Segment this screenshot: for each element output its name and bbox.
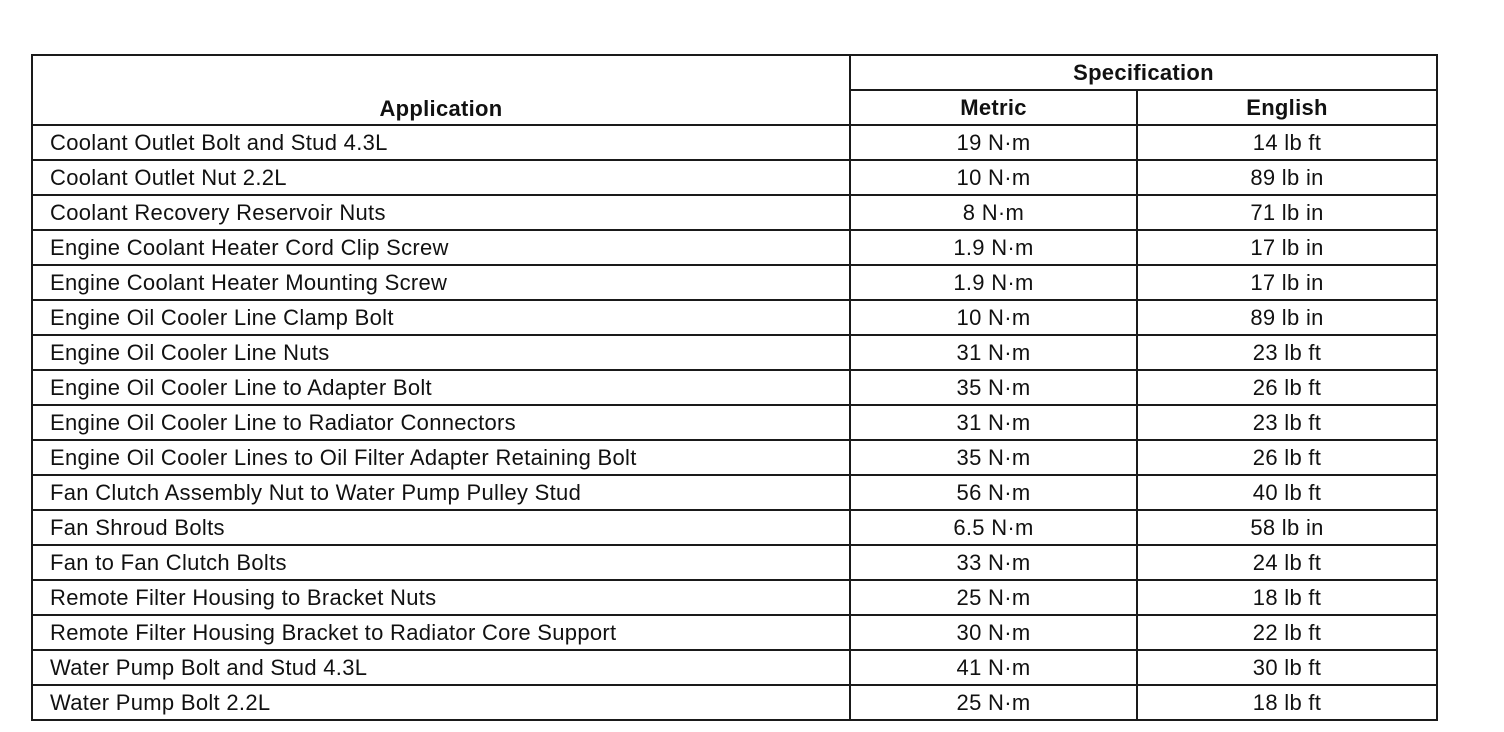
application-header: Application bbox=[32, 55, 850, 125]
metric-cell: 25 N·m bbox=[850, 580, 1137, 615]
table-row bbox=[32, 475, 1437, 510]
english-cell: 26 lb ft bbox=[1137, 370, 1437, 405]
table-header bbox=[32, 55, 1437, 125]
application-cell: Remote Filter Housing Bracket to Radiator Core Support bbox=[32, 615, 850, 650]
metric-cell: 19 N·m bbox=[850, 125, 1137, 160]
english-cell: 17 lb in bbox=[1137, 265, 1437, 300]
table-row bbox=[32, 545, 1437, 580]
english-cell: 14 lb ft bbox=[1137, 125, 1437, 160]
table-body bbox=[32, 125, 1437, 720]
header-row-top bbox=[32, 55, 1437, 90]
table-row bbox=[32, 580, 1437, 615]
metric-cell: 25 N·m bbox=[850, 685, 1137, 720]
application-cell: Fan Shroud Bolts bbox=[32, 510, 850, 545]
table-row bbox=[32, 160, 1437, 195]
english-cell: 23 lb ft bbox=[1137, 405, 1437, 440]
english-cell: 22 lb ft bbox=[1137, 615, 1437, 650]
metric-cell: 10 N·m bbox=[850, 300, 1137, 335]
english-cell: 23 lb ft bbox=[1137, 335, 1437, 370]
metric-cell: 31 N·m bbox=[850, 405, 1137, 440]
metric-cell: 10 N·m bbox=[850, 160, 1137, 195]
table-row bbox=[32, 370, 1437, 405]
application-cell: Engine Oil Cooler Line to Adapter Bolt bbox=[32, 370, 850, 405]
english-cell: 40 lb ft bbox=[1137, 475, 1437, 510]
application-cell: Coolant Recovery Reservoir Nuts bbox=[32, 195, 850, 230]
table-row bbox=[32, 335, 1437, 370]
metric-cell: 1.9 N·m bbox=[850, 230, 1137, 265]
application-cell: Remote Filter Housing to Bracket Nuts bbox=[32, 580, 850, 615]
table-row bbox=[32, 265, 1437, 300]
english-cell: 71 lb in bbox=[1137, 195, 1437, 230]
english-cell: 24 lb ft bbox=[1137, 545, 1437, 580]
english-cell: 89 lb in bbox=[1137, 300, 1437, 335]
application-cell: Water Pump Bolt and Stud 4.3L bbox=[32, 650, 850, 685]
application-cell: Fan Clutch Assembly Nut to Water Pump Pulley Stud bbox=[32, 475, 850, 510]
table-row bbox=[32, 615, 1437, 650]
application-cell: Coolant Outlet Nut 2.2L bbox=[32, 160, 850, 195]
english-cell: 18 lb ft bbox=[1137, 685, 1437, 720]
application-cell: Engine Oil Cooler Line Nuts bbox=[32, 335, 850, 370]
table-row bbox=[32, 300, 1437, 335]
metric-header: Metric bbox=[850, 90, 1137, 125]
english-cell: 30 lb ft bbox=[1137, 650, 1437, 685]
application-cell: Fan to Fan Clutch Bolts bbox=[32, 545, 850, 580]
metric-cell: 6.5 N·m bbox=[850, 510, 1137, 545]
table-row bbox=[32, 230, 1437, 265]
english-header: English bbox=[1137, 90, 1437, 125]
application-cell: Engine Coolant Heater Mounting Screw bbox=[32, 265, 850, 300]
table-row bbox=[32, 650, 1437, 685]
metric-cell: 35 N·m bbox=[850, 440, 1137, 475]
metric-cell: 1.9 N·m bbox=[850, 265, 1137, 300]
table-row bbox=[32, 125, 1437, 160]
table-row bbox=[32, 405, 1437, 440]
table-row bbox=[32, 195, 1437, 230]
metric-cell: 35 N·m bbox=[850, 370, 1137, 405]
application-cell: Water Pump Bolt 2.2L bbox=[32, 685, 850, 720]
table-row bbox=[32, 685, 1437, 720]
english-cell: 17 lb in bbox=[1137, 230, 1437, 265]
application-cell: Engine Oil Cooler Line to Radiator Connectors bbox=[32, 405, 850, 440]
application-cell: Engine Coolant Heater Cord Clip Screw bbox=[32, 230, 850, 265]
english-cell: 89 lb in bbox=[1137, 160, 1437, 195]
english-cell: 18 lb ft bbox=[1137, 580, 1437, 615]
metric-cell: 30 N·m bbox=[850, 615, 1137, 650]
fastener-spec-table bbox=[31, 54, 1438, 721]
english-cell: 26 lb ft bbox=[1137, 440, 1437, 475]
table-row bbox=[32, 510, 1437, 545]
metric-cell: 33 N·m bbox=[850, 545, 1137, 580]
metric-cell: 31 N·m bbox=[850, 335, 1137, 370]
english-cell: 58 lb in bbox=[1137, 510, 1437, 545]
metric-cell: 41 N·m bbox=[850, 650, 1137, 685]
metric-cell: 8 N·m bbox=[850, 195, 1137, 230]
metric-cell: 56 N·m bbox=[850, 475, 1137, 510]
specification-header: Specification bbox=[850, 55, 1437, 90]
application-cell: Coolant Outlet Bolt and Stud 4.3L bbox=[32, 125, 850, 160]
application-cell: Engine Oil Cooler Line Clamp Bolt bbox=[32, 300, 850, 335]
application-cell: Engine Oil Cooler Lines to Oil Filter Adapter Retaining Bolt bbox=[32, 440, 850, 475]
table-row bbox=[32, 440, 1437, 475]
